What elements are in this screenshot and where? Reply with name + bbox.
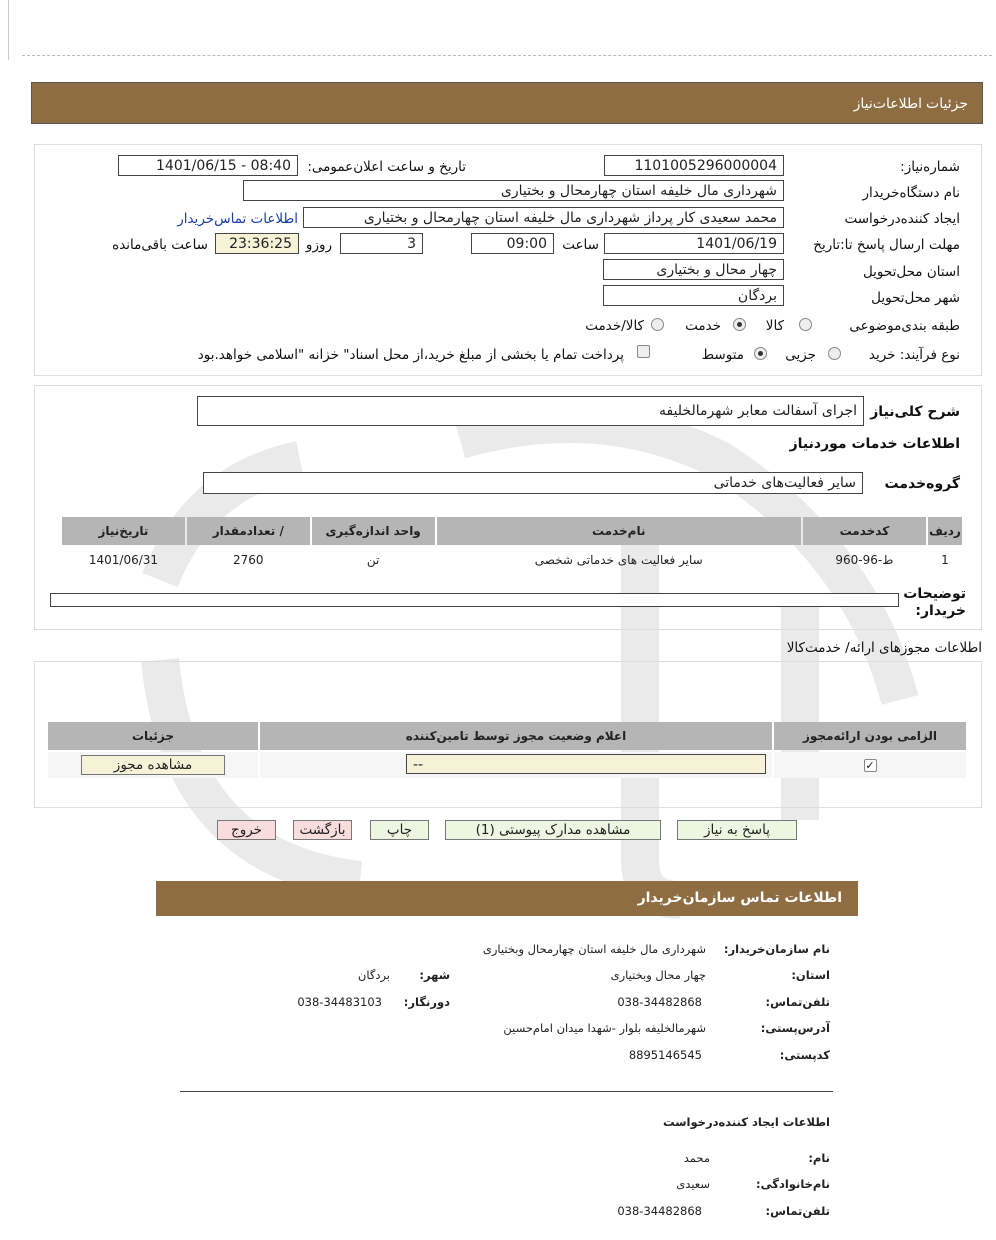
- creator-field: محمد سعیدی کار پرداز شهرداری مال خلیفه استان چهارمحال و بختیاری: [303, 207, 784, 228]
- city-field: بردگان: [603, 285, 784, 306]
- postal-label: کد‌پستی:: [779, 1048, 830, 1062]
- announce-label: تاریخ و ساعت اعلان‌عمومی:: [307, 159, 466, 175]
- contact-province-label: استان:: [791, 968, 830, 982]
- cell-row: 1: [941, 553, 949, 567]
- creator-phone-label: تلفن‌تماس:: [765, 1204, 830, 1218]
- group-label: گروه‌خدمت: [884, 476, 960, 492]
- address-value: شهرمالخلیفه بلوار -شهدا میدان امام‌حسین: [503, 1021, 706, 1035]
- desc-label: شرح کلی‌نیاز: [870, 404, 960, 420]
- announce-datetime-field: 1401/06/15 - 08:40: [118, 155, 298, 176]
- col-quantity: / تعدادمقدار: [187, 517, 310, 545]
- cell-quantity: 2760: [233, 553, 264, 567]
- contact-divider: [180, 1091, 833, 1092]
- deadline-label: مهلت ارسال پاسخ تا:تاریخ: [813, 237, 960, 253]
- remaining-time-field: 23:36:25: [215, 233, 299, 254]
- deadline-time-label: ساعت: [562, 237, 599, 253]
- category-service-label: خدمت: [685, 318, 721, 334]
- desc-field: اجرای آسفالت معابر شهرمالخلیفه: [197, 396, 864, 426]
- reply-button[interactable]: پاسخ به نیاز: [677, 820, 797, 840]
- province-field: چهار محال و بختیاری: [603, 259, 784, 280]
- exit-button[interactable]: خروج: [217, 820, 276, 840]
- col-service-code: کدخدمت: [803, 517, 926, 545]
- table-row: [48, 752, 966, 778]
- deadline-time-field: 09:00: [471, 233, 554, 254]
- cell-unit: تن: [366, 553, 380, 567]
- group-field: سایر فعالیت‌های خدماتی: [203, 472, 863, 494]
- col-unit: واحد اندازه‌گیری: [312, 517, 435, 545]
- lname-value: سعیدی: [676, 1177, 710, 1191]
- view-permit-button[interactable]: مشاهده مجوز: [81, 755, 225, 775]
- fax-value: 038-34483103: [297, 995, 382, 1009]
- need-number-field: 1101005296000004: [604, 155, 784, 176]
- city-label: شهر محل‌تحویل: [871, 290, 960, 306]
- category-label: طبقه بندی‌موضوعی: [849, 318, 960, 334]
- cell-service-code: ط-96-960: [835, 553, 894, 567]
- cell-service-name: سایر فعالیت های خدماتی شخصی: [534, 553, 703, 567]
- table-row: [62, 547, 962, 573]
- org-value: شهرداری مال خلیفه استان چهارمحال وبختیاری: [482, 942, 706, 956]
- buyer-contact-link[interactable]: اطلاعات تماس‌خریدار: [177, 211, 298, 227]
- need-info-panel: [34, 144, 982, 376]
- buyer-notes-label: توضیحات خریدار:: [903, 586, 966, 619]
- buyer-org-label: نام دستگاه‌خریدار: [862, 185, 960, 201]
- col-permit-details: جزئیات: [48, 722, 258, 750]
- cell-permit-details: [48, 752, 258, 778]
- process-medium-radio[interactable]: [754, 347, 767, 360]
- contact-title: اطلاعات تماس سازمان‌خریدار: [637, 890, 842, 906]
- cell-need-date: 1401/06/31: [88, 553, 159, 567]
- category-service-radio[interactable]: [733, 318, 746, 331]
- days-label: روزو: [305, 237, 332, 253]
- category-both-radio[interactable]: [651, 318, 664, 331]
- days-field: 3: [340, 233, 423, 254]
- phone-value: 038-34482868: [617, 995, 702, 1009]
- attachments-button[interactable]: مشاهده مدارک پیوستی (1): [445, 820, 661, 840]
- page-header: [31, 82, 983, 124]
- category-goods-label: کالا: [765, 318, 784, 334]
- cell-permit-required: [774, 752, 966, 778]
- phone-label: تلفن‌تماس:: [765, 995, 830, 1009]
- process-medium-label: متوسط: [701, 347, 744, 363]
- back-button[interactable]: بازگشت: [293, 820, 352, 840]
- col-permit-required: الزامی بودن ارائه‌مجوز: [774, 722, 966, 750]
- lname-label: نام‌خانوادگی:: [756, 1177, 830, 1191]
- treasury-payment-checkbox[interactable]: [637, 345, 650, 358]
- treasury-payment-note: پرداخت تمام یا بخشی از مبلغ خرید،از محل اسناد" خزانه "اسلامی خواهد.بود: [197, 347, 624, 363]
- col-need-date: تاریخ‌نیاز: [62, 517, 185, 545]
- contact-header: [156, 881, 858, 916]
- buyer-notes-field: [50, 593, 899, 607]
- remaining-label: ساعت باقی‌مانده: [112, 237, 208, 253]
- creator-info-title: اطلاعات ایجاد کننده‌درخواست: [663, 1115, 830, 1129]
- org-label: نام سازمان‌خریدار:: [723, 942, 830, 956]
- postal-value: 8895146545: [628, 1048, 702, 1062]
- category-both-label: کالا/خدمت: [585, 318, 644, 334]
- tab-need-info[interactable]: اطلاعات‌نیاز: [853, 96, 922, 112]
- col-permit-status: اعلام وضعیت مجوز توسط تامین‌کننده: [260, 722, 772, 750]
- fname-label: نام:: [808, 1151, 830, 1165]
- category-goods-radio[interactable]: [799, 318, 812, 331]
- creator-label: ایجاد کننده‌درخواست: [844, 211, 960, 227]
- need-number-label: شماره‌نیاز:: [900, 159, 960, 175]
- tab-details[interactable]: جزئیات: [926, 96, 968, 112]
- process-minor-radio[interactable]: [828, 347, 841, 360]
- left-border-line: [8, 0, 9, 60]
- permit-status-field: --: [406, 754, 766, 774]
- process-minor-label: جزیی: [785, 347, 816, 363]
- buyer-org-field: شهرداری مال خلیفه استان چهارمحال و بختیاری: [243, 180, 784, 201]
- print-button[interactable]: چاپ: [370, 820, 429, 840]
- contact-city-value: بردگان: [357, 968, 390, 982]
- fax-label: دورنگار:: [403, 995, 450, 1009]
- deadline-date-field: 1401/06/19: [604, 233, 784, 254]
- process-label: نوع فرآیند: خرید: [868, 347, 960, 363]
- creator-phone-value: 038-34482868: [617, 1204, 702, 1218]
- services-table: [60, 515, 964, 575]
- fname-value: محمد: [683, 1151, 710, 1165]
- services-title: اطلاعات خدمات موردنیاز: [789, 436, 960, 452]
- col-service-name: نام‌خدمت: [437, 517, 801, 545]
- contact-province-value: چهار محال وبختیاری: [610, 968, 706, 982]
- top-divider: [22, 55, 992, 56]
- permits-title: اطلاعات مجوزهای ارائه/ خدمت‌کالا: [786, 640, 982, 656]
- col-row: ردیف: [928, 517, 962, 545]
- cell-permit-status: [260, 752, 772, 778]
- address-label: آدرس‌پستی:: [760, 1021, 830, 1035]
- contact-city-label: شهر:: [419, 968, 450, 982]
- province-label: استان محل‌تحویل: [862, 264, 960, 280]
- permit-required-checkbox[interactable]: ✓: [865, 759, 875, 772]
- permits-table: [46, 720, 968, 780]
